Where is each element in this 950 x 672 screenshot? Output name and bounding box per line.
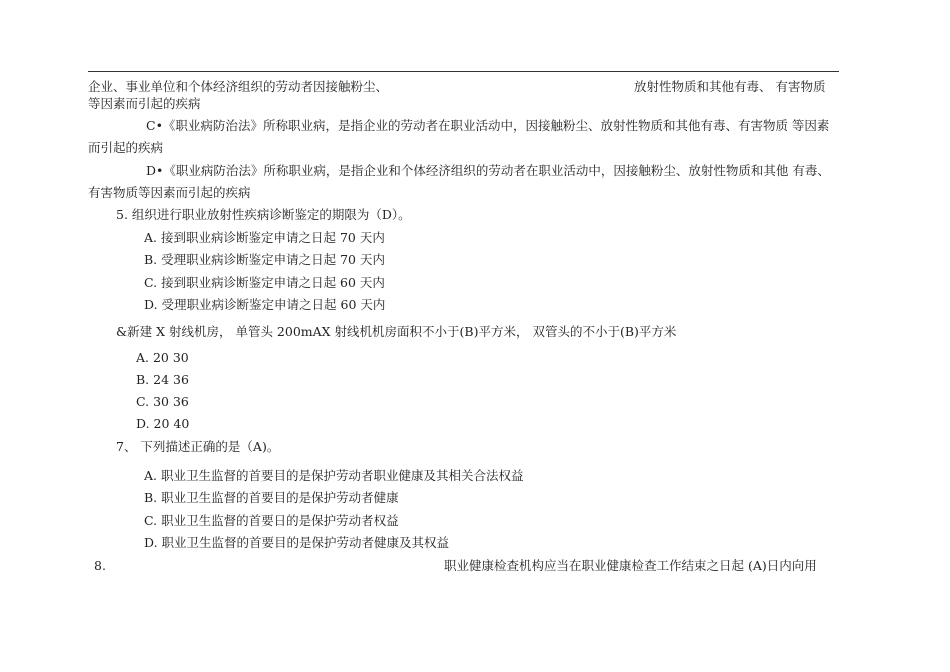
q6-stem: &新建 X 射线机房， 单管头 200mAX 射线机机房面积不小于(B)平方米， 双管头的不小于(B)平方米 — [116, 324, 677, 339]
q5-option-a: A. 接到职业病诊断鉴定申请之日起 70 天内 — [144, 230, 385, 245]
q5-option-b: B. 受理职业病诊断鉴定申请之日起 70 天内 — [144, 252, 385, 267]
q6-option-c: C. 30 36 — [136, 394, 189, 409]
q5-option-c: C. 接到职业病诊断鉴定申请之日起 60 天内 — [144, 275, 385, 290]
q6-option-a: A. 20 30 — [136, 350, 189, 365]
header-rule — [88, 71, 839, 72]
q7-option-b: B. 职业卫生监督的首要目的是保护劳动者健康 — [144, 490, 399, 505]
q7-option-c: C. 职业卫生监督的首要日的是保护劳动者权益 — [144, 513, 399, 528]
header-right: 放射性物质和其他有毒、 有害物质 — [634, 79, 826, 94]
q7-stem: 7、 下列描述正确的是（A)。 — [116, 439, 280, 454]
header-left: 企业、事业单位和个体经济组织的劳动者因接触粉尘、 — [88, 79, 389, 94]
q4-option-d-line2: 有害物质等因素而引起的疾病 — [88, 185, 251, 200]
q8-text: 职业健康检查机构应当在职业健康检查工作结束之日起 (A)日内向用 — [444, 558, 817, 573]
q6-option-d: D. 20 40 — [136, 416, 190, 431]
q6-option-b: B. 24 36 — [136, 372, 189, 387]
q4-option-c-line1: C•《职业病防治法》所称职业病，是指企业的劳动者在职业活动中，因接触粉尘、放射性物质和其他有毒、有害物质 等因素 — [146, 118, 830, 133]
q5-stem: 5. 组织进行职业放射性疾病诊断鉴定的期限为（D）。 — [116, 207, 411, 222]
q8-number: 8. — [94, 558, 106, 573]
q4-option-d-line1: D•《职业病防治法》所称职业病，是指企业和个体经济组织的劳动者在职业活动中，因接触粉尘、放射性物质和其他 有毒、 — [146, 163, 830, 178]
header-continuation: 等因素而引起的疾病 — [88, 96, 201, 111]
q7-option-a: A. 职业卫生监督的首要目的是保护劳动者职业健康及其相关合法权益 — [144, 468, 524, 483]
q4-option-c-line2: 而引起的疾病 — [88, 140, 164, 155]
q5-option-d: D. 受理职业病诊断鉴定申请之日起 60 天内 — [144, 297, 386, 312]
q7-option-d: D. 职业卫生监督的首要目的是保护劳动者健康及其权益 — [144, 535, 450, 550]
